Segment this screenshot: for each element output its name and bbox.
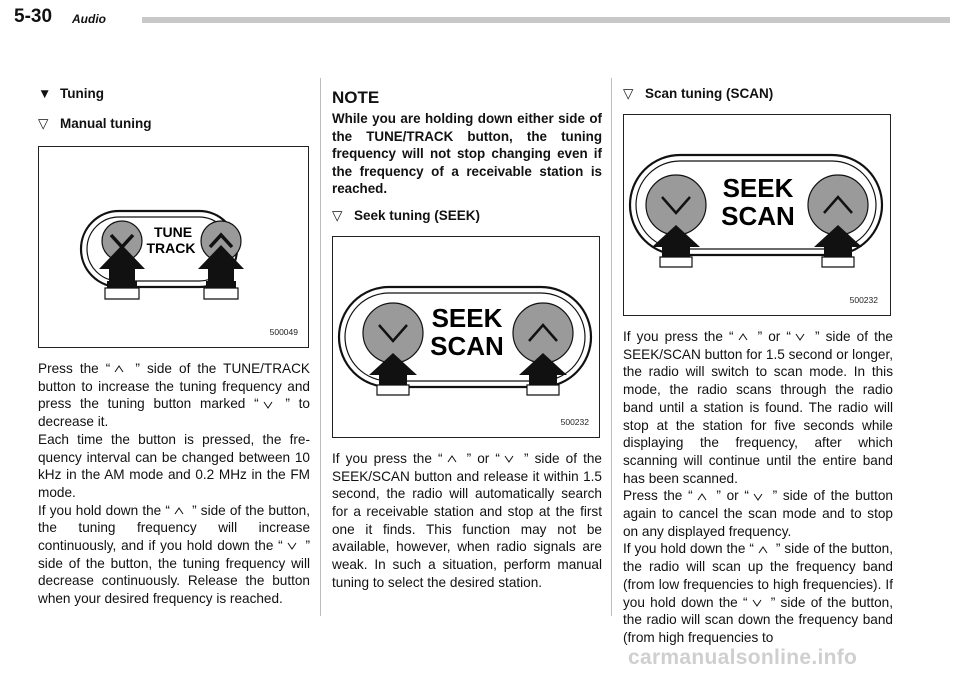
heading-manual-tuning: ▽ Manual tuning: [38, 116, 152, 131]
svg-text:TRACK: TRACK: [146, 240, 196, 256]
heading-tuning: ▼ Tuning: [38, 86, 104, 101]
middle-column: [332, 84, 602, 592]
body-paragraph: If you hold down the “ ” side of the button, the radio will scan up the frequency band (from low frequencies to high frequencies). If you hold down the “ ” side of the button, the radio will scan down the frequency band (from high frequencies to: [623, 541, 894, 645]
seek-scan-button-illustration: [333, 237, 599, 437]
body-paragraph: If you hold down the “ ” side of the button, the tuning frequency will increase continuously, and if you hold down the “ ” side of the button, the tuning frequency will decrease continuously. Release the button when your desired frequency is reached.: [38, 502, 311, 607]
chevron-up-icon: [114, 365, 124, 373]
body-paragraph: If you press the “ ” or “ ” side of the SEEK/SCAN button for 1.5 second or longer, the radio will switch to scan mode. In this mode, the radio scans through the radio band until a station is found. The radio will stop at the station for five seconds while displaying the frequency, after which scanning will continue until the entire band has been scanned.: [623, 329, 893, 486]
open-triangle-icon: ▽: [332, 207, 343, 223]
filled-triangle-icon: ▼: [38, 86, 52, 101]
left-column: [38, 84, 310, 608]
header-rule: [142, 17, 950, 23]
right-column: [623, 84, 893, 647]
note-title: NOTE: [332, 88, 380, 107]
figure-code: 500049: [269, 327, 298, 337]
chevron-down-icon: [263, 401, 273, 409]
middle-body: [332, 450, 602, 592]
svg-text:SCAN: SCAN: [430, 330, 504, 361]
page-header: [14, 6, 950, 28]
body-paragraph: Each time the button is pressed, the frequency interval can be changed between 10 kHz in the AM mode and 0.2 MHz in the FM mode.: [38, 431, 310, 500]
svg-text:SEEK: SEEK: [431, 302, 503, 333]
chevron-down-icon: [752, 599, 762, 607]
chevron-down-icon: [795, 333, 805, 341]
chevron-up-icon: [738, 333, 748, 341]
tune-track-button-illustration: [39, 147, 308, 347]
right-body: [623, 328, 893, 647]
page-number: 5-30: [14, 6, 53, 27]
left-body: [38, 360, 310, 608]
chevron-up-icon: [697, 493, 707, 501]
body-paragraph: If you press the “ ” or “ ” side of the SEEK/SCAN button and release it within 1.5 second, the radio will automatically search for a receivable station and stop at the first one it finds. This function may not be available, however, when radio signals are weak. In such a situation, perform manual tuning to select the desired station.: [332, 450, 602, 590]
chevron-down-icon: [287, 542, 297, 550]
chevron-up-icon: [447, 455, 457, 463]
chevron-down-icon: [504, 455, 514, 463]
seek-scan-figure: [332, 236, 600, 438]
figure-code: 500232: [849, 295, 878, 305]
svg-text:TUNE: TUNE: [153, 224, 193, 240]
chevron-down-icon: [753, 493, 763, 501]
seek-scan-button-illustration: [624, 115, 890, 315]
open-triangle-icon: ▽: [38, 116, 49, 131]
body-paragraph: Press the “ ” or “ ” side of the button again to cancel the scan mode and to stop on any displayed frequency.: [623, 488, 893, 539]
watermark: carmanualsonline.info: [628, 646, 858, 669]
note-text: While you are holding down either side of the TUNE/TRACK button, the tuning frequency will not stop changing even if the frequency of a receivable station is reached.: [332, 111, 602, 197]
body-paragraph: Press the “ ” side of the TUNE/TRACK button to increase the tuning frequency and press the tuning button marked “ ” to decrease it.: [38, 361, 310, 430]
seek-scan-figure: [623, 114, 891, 316]
svg-text:SEEK: SEEK: [722, 173, 794, 203]
column-divider: [320, 78, 321, 616]
chevron-up-icon: [174, 507, 184, 515]
column-divider: [611, 78, 612, 616]
heading-scan-tuning: ▽ Scan tuning (SCAN): [623, 86, 774, 101]
open-triangle-icon: ▽: [623, 86, 634, 101]
tune-track-figure: [38, 146, 309, 348]
heading-seek-tuning: ▽ Seek tuning (SEEK): [332, 207, 481, 223]
chevron-up-icon: [758, 546, 768, 554]
svg-text:SCAN: SCAN: [721, 201, 795, 231]
section-name: Audio: [72, 12, 106, 26]
figure-code: 500232: [560, 416, 589, 427]
